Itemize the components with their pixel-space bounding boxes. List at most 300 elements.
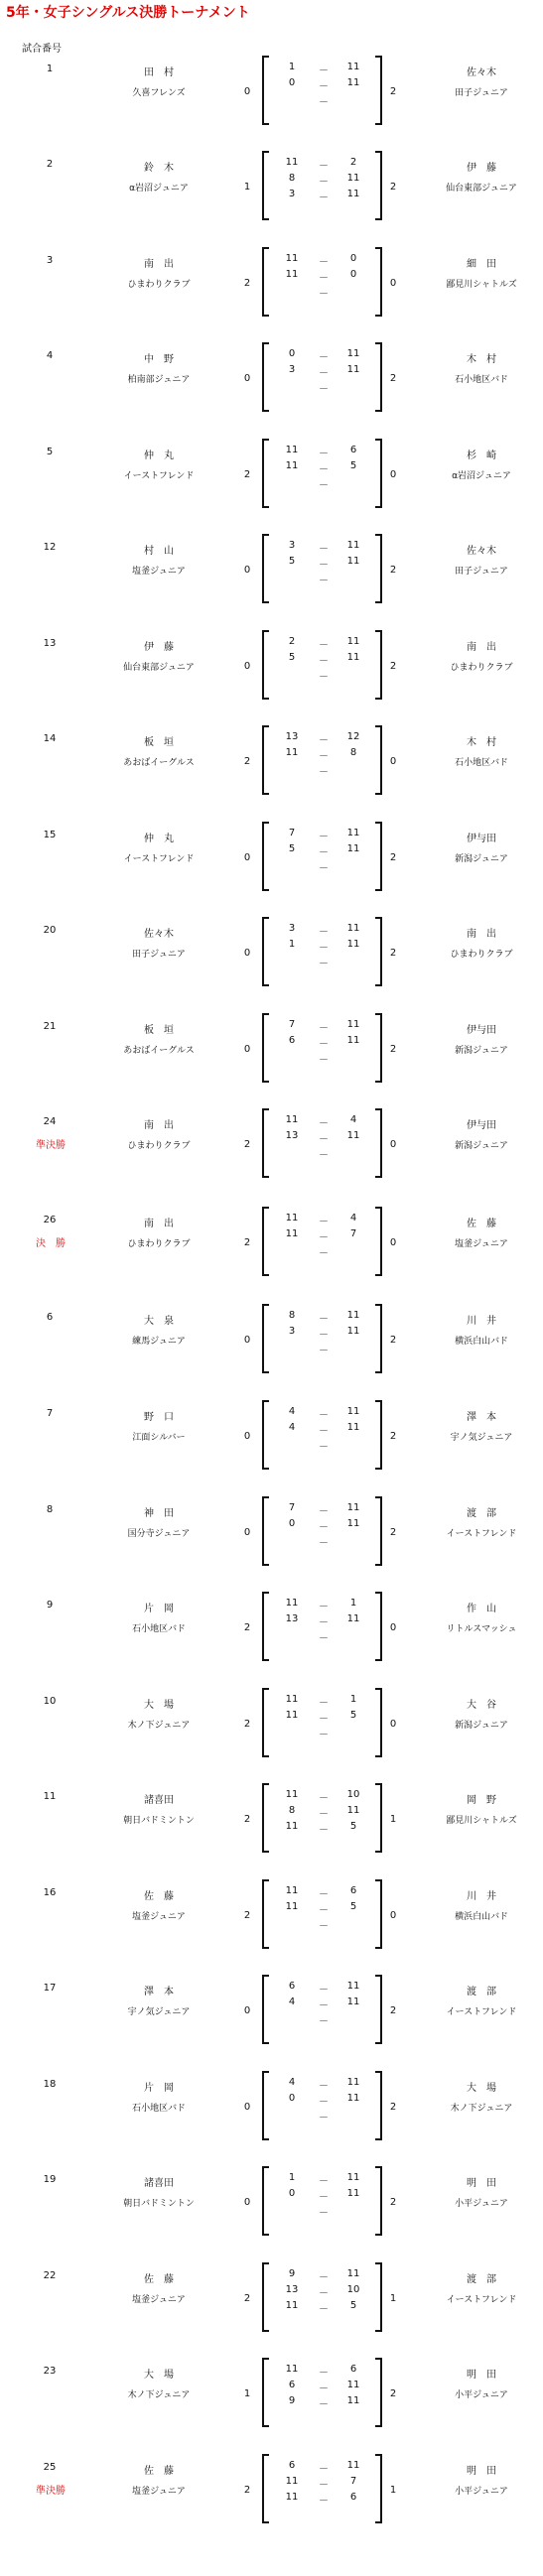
left-player-name: 仲 丸 (144, 451, 174, 461)
match-number: 20 (43, 925, 57, 936)
left-player-club: 仙台東部ジュニア (123, 663, 195, 673)
left-games-won: 0 (243, 86, 251, 97)
right-game-points: 1 (349, 1598, 357, 1609)
left-game-points: 7 (288, 1502, 296, 1513)
left-game-points: 1 (288, 2172, 296, 2183)
right-games-won: 2 (389, 1431, 397, 1442)
left-game-points: 0 (288, 77, 296, 88)
left-game-points: 11 (285, 157, 299, 168)
right-game-points: 5 (349, 2300, 357, 2311)
left-player-name: 仲 丸 (144, 834, 174, 844)
score-dash: － (319, 464, 329, 475)
right-bracket (375, 342, 382, 412)
game-score (280, 269, 369, 282)
left-games-won: 2 (243, 1237, 251, 1248)
match-row (0, 911, 543, 990)
match-number: 12 (43, 542, 57, 553)
match-number: 14 (43, 733, 57, 744)
score-dash: － (319, 1410, 329, 1421)
right-game-points: 6 (349, 1885, 357, 1896)
score-dash: － (319, 560, 329, 571)
left-game-points: 3 (288, 540, 296, 551)
score-dash: － (319, 1232, 329, 1243)
right-player-club: 仙台東部ジュニア (446, 184, 517, 193)
left-bracket (262, 2358, 269, 2427)
match-number: 2 (46, 159, 54, 170)
right-games-won: 2 (389, 2388, 397, 2399)
score-dash: － (319, 161, 329, 172)
match-number: 6 (46, 1312, 54, 1323)
right-games-won: 0 (389, 1910, 397, 1921)
left-game-points: 9 (288, 2268, 296, 2279)
score-dash: － (319, 2081, 329, 2092)
game-score (280, 1534, 369, 1547)
score-dash: － (319, 2192, 329, 2203)
right-game-points: 8 (349, 747, 357, 758)
left-game-points: 11 (285, 1213, 299, 1224)
left-game-points: 13 (285, 1613, 299, 1624)
right-player-name: 伊与田 (467, 1120, 496, 1131)
right-game-points: 11 (346, 2077, 360, 2088)
right-player-name: 南 出 (467, 929, 496, 940)
right-bracket (375, 917, 382, 986)
right-player-club: イーストフレンド (446, 2295, 517, 2305)
right-game-points: 7 (349, 1228, 357, 1239)
left-game-points: 3 (288, 364, 296, 375)
right-games-won: 2 (389, 86, 397, 97)
left-player-club: あおばイーグルス (123, 758, 195, 768)
right-games-won: 2 (389, 2005, 397, 2016)
right-game-points: 6 (349, 445, 357, 455)
game-score (280, 1310, 369, 1323)
right-player-name: 明 田 (467, 2178, 496, 2189)
left-bracket (262, 630, 269, 700)
score-dash: － (319, 1039, 329, 1050)
right-game-points: 11 (346, 77, 360, 88)
left-player-name: 南 出 (144, 1120, 174, 1131)
left-game-points: 11 (285, 1598, 299, 1609)
match-row (0, 2256, 543, 2336)
left-player-club: 塩釜ジュニア (132, 1912, 186, 1922)
game-score (280, 1789, 369, 1802)
left-player-club: 国分寺ジュニア (127, 1529, 191, 1539)
match-row (0, 1394, 543, 1474)
right-game-points: 11 (346, 1805, 360, 1816)
game-score (280, 828, 369, 840)
game-score (280, 1885, 369, 1898)
score-dash: － (319, 177, 329, 188)
left-player-name: 神 田 (144, 1508, 174, 1519)
right-games-won: 2 (389, 373, 397, 384)
left-game-points: 11 (285, 747, 299, 758)
match-number: 16 (43, 1887, 57, 1898)
match-number: 22 (43, 2270, 57, 2281)
score-dash: － (319, 97, 329, 108)
right-games-won: 2 (389, 948, 397, 959)
match-row (0, 1777, 543, 1857)
right-bracket (375, 1688, 382, 1757)
left-player-club: 木ノ下ジュニア (127, 1721, 191, 1731)
game-score (280, 955, 369, 967)
left-games-won: 0 (243, 1044, 251, 1055)
right-player-name: 木 村 (467, 737, 496, 748)
score-dash: － (319, 1314, 329, 1325)
score-dash: － (319, 656, 329, 667)
right-player-name: 岡 野 (467, 1795, 496, 1806)
left-games-won: 2 (243, 1814, 251, 1825)
left-player-name: 田 村 (144, 67, 174, 78)
match-row (0, 528, 543, 607)
left-games-won: 0 (243, 1431, 251, 1442)
match-row (0, 816, 543, 895)
game-score (280, 1019, 369, 1032)
left-bracket (262, 56, 269, 125)
match-row (0, 1586, 543, 1665)
match-number: 15 (43, 830, 57, 840)
left-player-name: 大 場 (144, 1700, 174, 1711)
right-bracket (375, 1400, 382, 1470)
left-game-points: 0 (288, 348, 296, 359)
left-player-name: 佐々木 (144, 929, 174, 940)
left-game-points: 11 (285, 1114, 299, 1125)
match-number: 9 (46, 1600, 54, 1610)
left-games-won: 0 (243, 565, 251, 576)
left-game-points: 0 (288, 2093, 296, 2104)
right-games-won: 1 (389, 2485, 397, 2496)
right-game-points: 11 (346, 2268, 360, 2279)
left-player-name: 片 岡 (144, 2083, 174, 2094)
left-player-club: 石小地区バド (132, 1624, 186, 1634)
score-dash: － (319, 1538, 329, 1549)
left-bracket (262, 1108, 269, 1178)
right-bracket (375, 1496, 382, 1566)
match-stage: 決 勝 (36, 1238, 66, 1249)
game-score (280, 939, 369, 952)
score-dash: － (319, 1426, 329, 1437)
match-row (0, 2352, 543, 2431)
right-game-points: 11 (346, 1502, 360, 1513)
right-player-name: 明 田 (467, 2466, 496, 2477)
match-stage: 準決勝 (36, 1140, 66, 1151)
right-game-points: 11 (346, 540, 360, 551)
right-player-club: 横浜白山バド (455, 1912, 508, 1922)
right-game-points: 11 (346, 2172, 360, 2183)
left-games-won: 0 (243, 948, 251, 959)
left-game-points: 7 (288, 1019, 296, 1030)
right-player-club: 田子ジュニア (455, 567, 508, 577)
right-games-won: 2 (389, 852, 397, 863)
score-dash: － (319, 1330, 329, 1341)
score-dash: － (319, 2383, 329, 2394)
left-games-won: 2 (243, 469, 251, 480)
left-games-won: 0 (243, 852, 251, 863)
right-games-won: 2 (389, 182, 397, 193)
right-game-points: 11 (346, 1130, 360, 1141)
match-row (0, 1682, 543, 1761)
left-game-points: 9 (288, 2395, 296, 2406)
match-number: 26 (43, 1215, 57, 1225)
score-dash: － (319, 2304, 329, 2315)
game-score (280, 1518, 369, 1531)
right-player-name: 澤 本 (467, 1412, 496, 1423)
right-player-name: 渡 部 (467, 1508, 496, 1519)
left-bracket (262, 2454, 269, 2523)
left-games-won: 0 (243, 1335, 251, 1346)
match-number-header: 試合番号 (22, 44, 62, 55)
game-score (280, 2300, 369, 2313)
left-game-points: 5 (288, 556, 296, 567)
match-row (0, 1969, 543, 2048)
right-bracket (375, 2358, 382, 2427)
game-score (280, 1114, 369, 1127)
game-score (280, 253, 369, 266)
left-player-name: 南 出 (144, 259, 174, 270)
left-games-won: 2 (243, 1719, 251, 1730)
game-score (280, 1422, 369, 1435)
match-number: 24 (43, 1116, 57, 1127)
right-game-points: 11 (346, 2395, 360, 2406)
game-score (280, 1598, 369, 1610)
right-games-won: 2 (389, 2102, 397, 2113)
left-player-name: 諸喜田 (144, 1795, 174, 1806)
left-game-points: 13 (285, 731, 299, 742)
right-bracket (375, 151, 382, 220)
right-games-won: 0 (389, 278, 397, 289)
left-games-won: 2 (243, 2485, 251, 2496)
score-dash: － (319, 1617, 329, 1628)
left-player-name: 鈴 木 (144, 163, 174, 174)
left-bracket (262, 151, 269, 220)
right-game-points: 7 (349, 2476, 357, 2487)
right-player-club: 木ノ下ジュニア (450, 2104, 513, 2114)
score-dash: － (319, 1698, 329, 1709)
right-bracket (375, 439, 382, 508)
left-game-points: 0 (288, 1518, 296, 1529)
right-games-won: 2 (389, 2197, 397, 2208)
right-game-points: 11 (346, 652, 360, 663)
game-score (280, 1146, 369, 1159)
left-game-points: 0 (288, 2188, 296, 2199)
game-score (280, 2012, 369, 2025)
left-player-name: 野 口 (144, 1412, 174, 1423)
right-player-name: 川 井 (467, 1316, 496, 1327)
score-dash: － (319, 1248, 329, 1259)
right-game-points: 4 (349, 1213, 357, 1224)
right-player-club: 新潟ジュニア (455, 1141, 508, 1151)
left-bracket (262, 1207, 269, 1276)
right-player-club: 石小地区バド (455, 375, 508, 385)
right-game-points: 6 (349, 2492, 357, 2503)
left-player-club: 練馬ジュニア (132, 1337, 186, 1347)
score-dash: － (319, 2016, 329, 2027)
score-dash: － (319, 2496, 329, 2507)
score-dash: － (319, 1921, 329, 1932)
score-dash: － (319, 832, 329, 842)
game-score (280, 476, 369, 489)
right-game-points: 11 (346, 1310, 360, 1321)
game-score (280, 93, 369, 106)
score-dash: － (319, 2464, 329, 2475)
game-score (280, 1710, 369, 1723)
left-bracket (262, 1496, 269, 1566)
game-score (280, 1213, 369, 1225)
right-game-points: 5 (349, 1710, 357, 1721)
score-dash: － (319, 1150, 329, 1161)
right-player-name: 大 谷 (467, 1700, 496, 1711)
right-player-name: 渡 部 (467, 2274, 496, 2285)
left-bracket (262, 1400, 269, 1470)
right-player-club: 新潟ジュニア (455, 1046, 508, 1056)
right-bracket (375, 1783, 382, 1853)
game-score (280, 2172, 369, 2185)
right-game-points: 1 (349, 1694, 357, 1705)
left-game-points: 11 (285, 445, 299, 455)
right-game-points: 11 (346, 364, 360, 375)
right-player-club: 小平ジュニア (455, 2390, 508, 2400)
left-game-points: 3 (288, 1326, 296, 1337)
match-row (0, 336, 543, 416)
right-bracket (375, 2262, 382, 2332)
left-player-club: イーストフレンド (123, 854, 195, 864)
right-games-won: 2 (389, 1527, 397, 1538)
score-dash: － (319, 289, 329, 300)
match-stage: 準決勝 (36, 2486, 66, 2497)
game-score (280, 1981, 369, 1994)
left-bracket (262, 247, 269, 317)
right-player-name: 佐 藤 (467, 1219, 496, 1229)
score-dash: － (319, 1602, 329, 1612)
right-game-points: 12 (346, 731, 360, 742)
left-bracket (262, 725, 269, 795)
left-player-name: 中 野 (144, 354, 174, 365)
right-bracket (375, 534, 382, 603)
score-dash: － (319, 449, 329, 459)
match-row (0, 2160, 543, 2240)
score-dash: － (319, 1633, 329, 1644)
right-game-points: 11 (346, 923, 360, 934)
match-number: 3 (46, 255, 54, 266)
right-player-name: 佐々木 (467, 67, 496, 78)
right-games-won: 1 (389, 2293, 397, 2304)
right-player-club: 宇ノ気ジュニア (450, 1433, 513, 1443)
right-bracket (375, 2166, 382, 2236)
right-player-name: 伊与田 (467, 1025, 496, 1036)
left-game-points: 8 (288, 1805, 296, 1816)
left-player-club: 朝日バドミントン (123, 1816, 195, 1826)
right-game-points: 0 (349, 253, 357, 264)
right-game-points: 10 (346, 2284, 360, 2295)
score-dash: － (319, 767, 329, 778)
left-player-club: 塩釜ジュニア (132, 2295, 186, 2305)
score-dash: － (319, 943, 329, 954)
game-score (280, 2380, 369, 2392)
match-number: 7 (46, 1408, 54, 1419)
left-game-points: 5 (288, 843, 296, 854)
left-games-won: 2 (243, 2293, 251, 2304)
right-games-won: 0 (389, 1719, 397, 1730)
match-number: 13 (43, 638, 57, 649)
right-game-points: 11 (346, 1518, 360, 1529)
score-dash: － (319, 384, 329, 395)
right-games-won: 0 (389, 1622, 397, 1633)
score-dash: － (319, 1905, 329, 1916)
right-bracket (375, 1592, 382, 1661)
right-game-points: 0 (349, 269, 357, 280)
game-score (280, 2492, 369, 2505)
right-games-won: 2 (389, 565, 397, 576)
score-dash: － (319, 1522, 329, 1533)
game-score (280, 1244, 369, 1257)
score-dash: － (319, 927, 329, 938)
left-games-won: 2 (243, 278, 251, 289)
game-score (280, 1694, 369, 1707)
match-number: 19 (43, 2174, 57, 2185)
score-dash: － (319, 1730, 329, 1740)
score-dash: － (319, 1023, 329, 1034)
left-bracket (262, 1783, 269, 1853)
left-player-club: 久喜フレンズ (132, 88, 186, 98)
score-dash: － (319, 1118, 329, 1129)
game-score (280, 1901, 369, 1914)
right-bracket (375, 1879, 382, 1949)
left-games-won: 0 (243, 373, 251, 384)
game-score (280, 1051, 369, 1064)
left-bracket (262, 1304, 269, 1373)
left-game-points: 7 (288, 828, 296, 838)
match-number: 8 (46, 1504, 54, 1515)
left-bracket (262, 1013, 269, 1083)
right-player-name: 佐々木 (467, 546, 496, 557)
left-games-won: 2 (243, 756, 251, 767)
left-game-points: 3 (288, 923, 296, 934)
right-game-points: 11 (346, 828, 360, 838)
game-score (280, 1130, 369, 1143)
right-player-club: 鄙見川シャトルズ (446, 280, 517, 290)
right-player-club: イーストフレンド (446, 2007, 517, 2017)
left-bracket (262, 1975, 269, 2044)
left-game-points: 11 (285, 269, 299, 280)
game-score (280, 2109, 369, 2122)
game-score (280, 460, 369, 473)
match-number: 5 (46, 447, 54, 457)
left-game-points: 11 (285, 2476, 299, 2487)
left-bracket (262, 917, 269, 986)
score-dash: － (319, 751, 329, 762)
left-player-club: 柏南部ジュニア (127, 375, 191, 385)
left-player-name: 伊 藤 (144, 642, 174, 653)
right-game-points: 11 (346, 2460, 360, 2471)
game-score (280, 380, 369, 393)
left-game-points: 11 (285, 2364, 299, 2375)
score-dash: － (319, 1217, 329, 1227)
right-player-club: 塩釜ジュニア (455, 1239, 508, 1249)
right-bracket (375, 1975, 382, 2044)
left-games-won: 1 (243, 182, 251, 193)
score-dash: － (319, 1346, 329, 1356)
right-bracket (375, 56, 382, 125)
left-game-points: 2 (288, 636, 296, 647)
left-games-won: 2 (243, 1139, 251, 1150)
left-player-club: イーストフレンド (123, 471, 195, 481)
match-number: 4 (46, 350, 54, 361)
right-game-points: 11 (346, 173, 360, 184)
game-score (280, 364, 369, 377)
right-game-points: 11 (346, 1613, 360, 1624)
left-player-name: 佐 藤 (144, 1891, 174, 1902)
right-game-points: 11 (346, 1406, 360, 1417)
game-score (280, 1629, 369, 1642)
right-player-club: 鄙見川シャトルズ (446, 1816, 517, 1826)
